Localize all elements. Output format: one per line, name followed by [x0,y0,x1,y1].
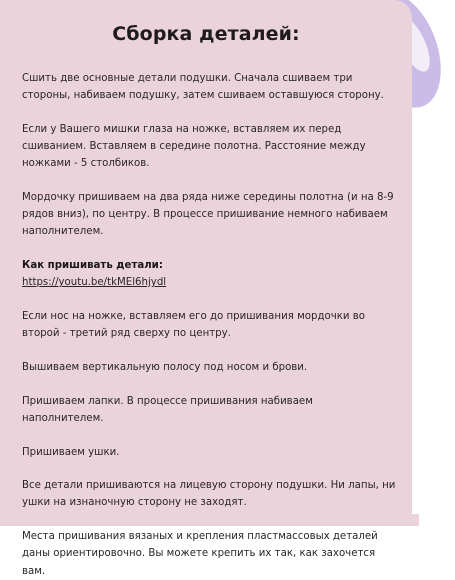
instruction-paragraph: Все детали пришиваются на лицевую сторону подушки. Ни лапы, ни ушки на изнаночную сторону не заходят. [22,480,396,509]
page-title: Сборка деталей: [112,23,300,45]
instruction-paragraph: Если нос на ножке, вставляем его до пришивания мордочки во второй - третий ряд сверху по центру. [22,311,365,340]
instruction-paragraph: Если у Вашего мишки глаза на ножке, вставляем их перед сшиванием. Вставляем в середине полотна. Расстояние между ножками - 5 столбиков. [22,123,366,170]
instruction-paragraph: Пришиваем ушки. [22,446,120,458]
instruction-content [22,70,412,580]
how-to-heading: Как пришивать детали: [22,260,163,272]
instruction-paragraph: Мордочку пришиваем на два ряда ниже середины полотна (и на 8-9 рядов вниз), по центру. В процессе пришивание немного набиваем наполнителем. [22,192,394,238]
instruction-paragraph: Места пришивания вязаных и крепления пластмассовых деталей даны ориентировочно. Вы можете крепить их так, как захочется вам. [22,531,378,577]
instruction-paragraph: Пришиваем лапки. В процессе пришивания набиваем наполнителем. [22,395,313,424]
instruction-paragraph: Вышиваем вертикальную полосу под носом и брови. [22,361,308,373]
instruction-paragraph: Сшить две основные детали подушки. Сначала сшиваем три стороны, набиваем подушку, затем сшиваем оставшуюся сторону. [22,73,384,102]
video-link[interactable]: https://youtu.be/tkMEl6hjydl [22,277,167,289]
